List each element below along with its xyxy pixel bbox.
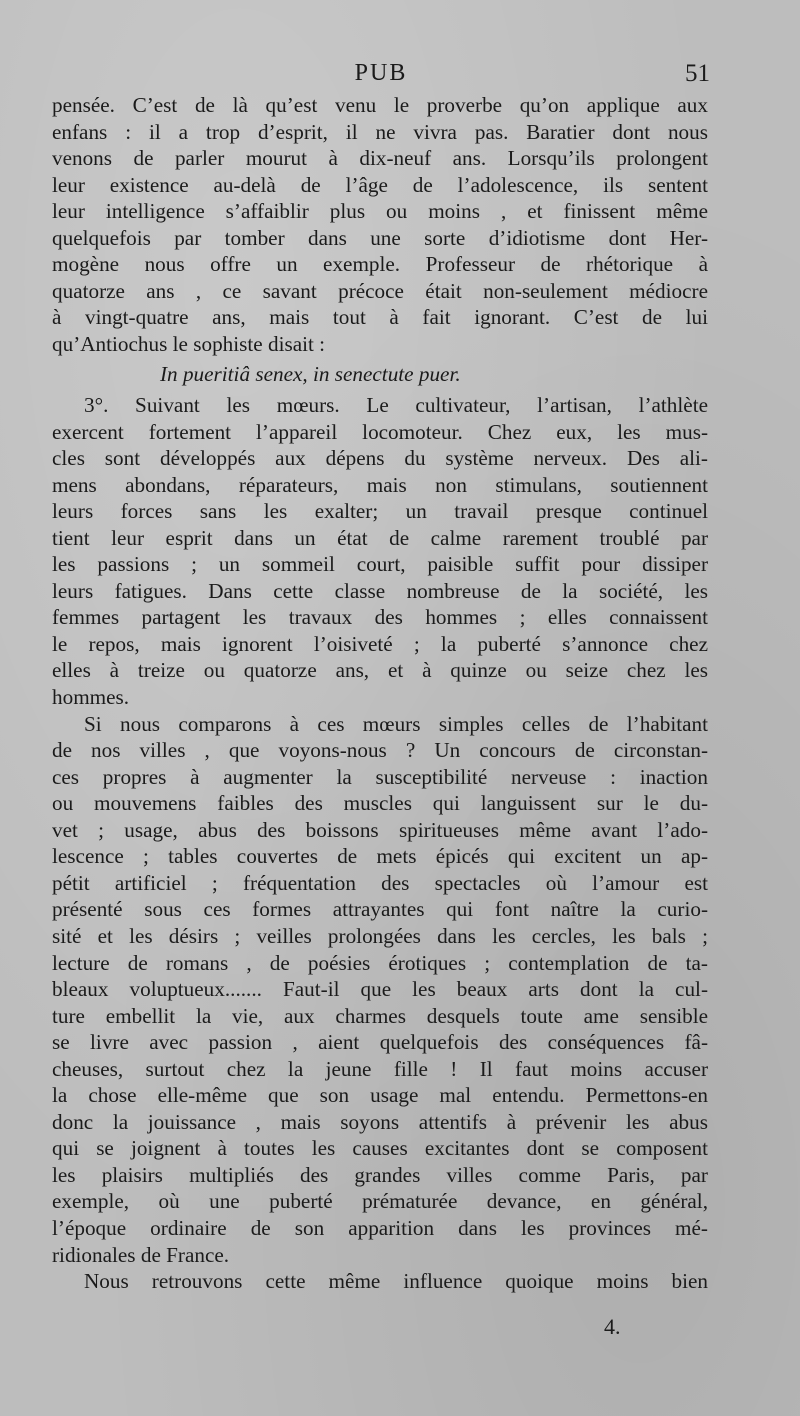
text-line: pétit artificiel ; fréquentation des spectacles où l’amour est (52, 870, 708, 895)
text-line: bleaux voluptueux....... Faut-il que les beaux arts dont la cul- (52, 977, 708, 1002)
text-line: quatorze ans , ce savant précoce était non-seulement médiocre (52, 278, 708, 303)
text-line: donc la jouissance , mais soyons attentifs à prévenir les abus (52, 1109, 708, 1134)
text-line: les plaisirs multipliés des grandes villes comme Paris, par (52, 1162, 708, 1187)
text-line: ture embellit la vie, aux charmes desquels toute ame sensible (52, 1003, 708, 1028)
text-line: leur existence au-delà de l’âge de l’adolescence, ils sentent (52, 172, 708, 197)
text-line: ridionales de France. (52, 1242, 230, 1267)
text-line: quelquefois par tomber dans une sorte d’idiotisme dont Her- (52, 225, 708, 250)
page-header (52, 58, 710, 94)
text-line: présenté sous ces formes attrayantes qui font naître la curio- (52, 897, 708, 922)
body-text (52, 92, 708, 1295)
text-line: mogène nous offre un exemple. Professeur de rhétorique à (52, 252, 708, 277)
text-line: exercent fortement l’appareil locomoteur. Chez eux, les mus- (52, 419, 708, 444)
text-line: cles sont développés aux dépens du système nerveux. Des ali- (52, 446, 708, 471)
text-line: lecture de romans , de poésies érotiques ; contemplation de ta- (52, 950, 708, 975)
text-line: cheuses, surtout chez la jeune fille ! Il faut moins accuser (52, 1056, 708, 1081)
text-line: Si nous comparons à ces mœurs simples celles de l’habitant (84, 711, 708, 736)
text-line: leurs fatigues. Dans cette classe nombreuse de la société, les (52, 578, 708, 603)
text-line: la chose elle-même que son usage mal entendu. Permettons-en (52, 1083, 708, 1108)
text-line: pensée. C’est de là qu’est venu le proverbe qu’on applique aux (52, 93, 708, 117)
text-line: ces propres à augmenter la susceptibilité nerveuse : inaction (52, 764, 708, 789)
text-line: exemple, où une puberté prématurée devance, en général, (52, 1189, 708, 1214)
signature-mark: 4. (604, 1314, 621, 1339)
text-line: à vingt-quatre ans, mais tout à fait ignorant. C’est de lui (52, 305, 708, 330)
text-line: de nos villes , que voyons-nous ? Un concours de circonstan- (52, 738, 708, 763)
page-number: 51 (685, 60, 710, 87)
latin-quote: In pueritiâ senex, in senectute puer. (160, 362, 461, 387)
text-line: vet ; usage, abus des boissons spiritueuses même avant l’ado- (52, 817, 708, 842)
text-line: ou mouvemens faibles des muscles qui languissent sur le du- (52, 791, 708, 816)
text-line: tient leur esprit dans un état de calme rarement troublé par (52, 525, 708, 550)
text-line: mens abondans, réparateurs, mais non stimulans, soutiennent (52, 472, 708, 497)
text-line: Nous retrouvons cette même influence quoique moins bien (84, 1269, 708, 1294)
text-line: leurs forces sans les exalter; un travail presque continuel (52, 499, 708, 524)
text-line: qui se joignent à toutes les causes excitantes dont se composent (52, 1136, 708, 1161)
text-line: qu’Antiochus le sophiste disait : (52, 331, 326, 356)
text-line: leur intelligence s’affaiblir plus ou moins , et finissent même (52, 199, 708, 224)
text-line: femmes partagent les travaux des hommes ; elles connaissent (52, 605, 708, 630)
text-line: elles à treize ou quatorze ans, et à quinze ou seize chez les (52, 658, 708, 683)
text-line: 3°. Suivant les mœurs. Le cultivateur, l’artisan, l’athlète (84, 393, 708, 418)
text-line: les passions ; un sommeil court, paisible suffit pour dissiper (52, 552, 708, 577)
text-line: sité et les désirs ; veilles prolongées dans les cercles, les bals ; (52, 923, 708, 948)
text-line: l’époque ordinaire de son apparition dans les provinces mé- (52, 1215, 708, 1240)
text-line: lescence ; tables couvertes de mets épicés qui excitent un ap- (52, 844, 708, 869)
text-line: le repos, mais ignorent l’oisiveté ; la puberté s’annonce chez (52, 631, 708, 656)
text-line: enfans : il a trop d’esprit, il ne vivra pas. Baratier dont nous (52, 119, 708, 144)
text-line: hommes. (52, 685, 130, 710)
text-line: se livre avec passion , aient quelquefois des conséquences fâ- (52, 1030, 708, 1055)
running-head: PUB (354, 60, 408, 86)
text-line: venons de parler mourut à dix-neuf ans. Lorsqu’ils prolongent (52, 146, 708, 171)
